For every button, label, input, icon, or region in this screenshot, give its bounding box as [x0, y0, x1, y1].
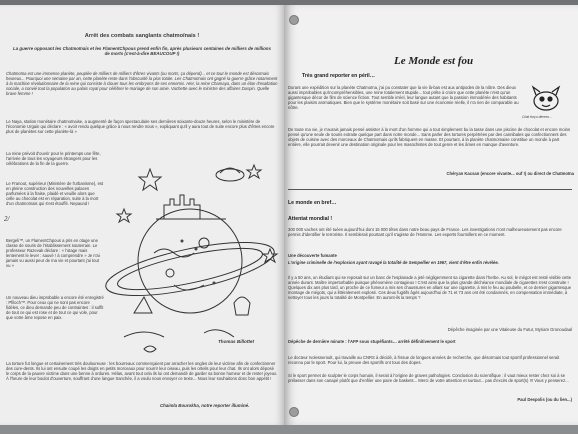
left-paragraph-4: Le Franout, supérieur (Ministère de l'urbanisme), est en pleine construction des nouvelles palaces parfumées à la fraise, plaidé et veuille alors que celle au chocolat est en réparation, suite à la mort d'un chatmoïnais qui s'est étouffé. Nepaund !: [6, 181, 104, 207]
left-paragraph-6: Un nouveau dieu improbable a encore été enregistré : Pfiloch™. Pour ceux qui ne sont pas encore fidèles, ce dieu demande peu de contraintes : il suffit de tout ce qui est rose et de tout ce qui vole, pour que votre âme repose en paix.: [6, 295, 104, 321]
planet-illustration: [104, 153, 280, 361]
article-paragraph-1: Durant une expédition sur la planète Chatmoïna, j'ai pu constater que la vie là-bas est aux antipodes de la nôtre. Des dieux aussi improbables qu'incompréhensibles, une reine totalement stupide... tout prête à croire que cette planète n'est qu'un gigantesque décor de film de science fiction. Tout semble irréel, leur langue autant que la passion immodérée des habitants pour les plaisirs aromatiques. Bien que le système monétaire soit basé sur une économie réelle, il n'a rien de comparable au nôtre.: [288, 85, 519, 111]
star-icon: [117, 209, 131, 222]
margin-mark: 2/: [4, 215, 10, 223]
left-paragraph-1: Chatmoïna est une immense planète, peuplée de milliers de milliers d'êtres vivants (ou morts, ça dépend)... et ce tout le monde est désormais heureux... Pourquoi une semaine par an, cette planète reste dans l'obscurité la plus totale. Les Chatmoïnais ont gagné la guerre grâce notamment à la machine révolutionnaire de la reine qui consiste à clouer tous les embryons de ses ennemis. Hier, la reine Chamaya, dans un élan d'exaltation sociale, a convié tout la population au palais royal pour célébrer le mariage de son amie. Vachette avec le ministre des affaires Duspin. Quelle brave femme !: [6, 71, 278, 97]
left-subtitle: La guerre opposant les Chatmoïnais et les FlamentChpous prend enfin fin, après plusieurs centaines de milliers de millions de morts (c'est-à-dire BEAUCOUP !): [13, 46, 271, 57]
left-signature: Chaimla Bourokha, notre reporter illuminé.: [160, 403, 250, 408]
star-icon: [247, 165, 261, 178]
brief-paragraph-decouverte: Il y a 50 ans, un étudiant qui se reposait sur un banc de l'esplanade a jeté négligemment sa cigarette dans l'herbe. Au sol, le mégot est resté visible cette année durant. Maître imperturbable puisque phénomène contagieux ! C'est ainsi que la plus grande déchéance mondiale de cigarettes s'est construite ! Quelques dix ans plus tard, un proche de ce fumeur a mis ses chaussures en allant sur une cigarette, à mis le feu au poubelle, et ce dernier gigantesque montage de mégots, qui a littéralement explosé. Ces deux fugitifs âgés aujourd'hui de 71 et 73 ans ont été condamnés, en compensation immédiate, à nettoyer tous les jours la totalité de Montpellier. En auront-ils la temps ?: [288, 275, 572, 301]
article-signature-3: Paul Despolis (ou du lien...): [517, 397, 572, 402]
left-paragraph-5: Bergeli™, un FlamentChpous a pris en otage une classe de souris de l'établissement souterrain. Le professeur Razevak déclare : « l'otage mais lentement le lever : sauvé ! à comprendre » Je n'ai jamais vu aussi peur de ma vie et pourtant j'ai tout vu »: [6, 238, 100, 269]
article-signature-1: Chéryan Kacsan (encore vivante... ouf !) ou direct de Chatmoïna: [446, 171, 574, 176]
right-page: [284, 5, 578, 425]
brief-paragraph-attentat: 300 000 vaches ont été tuées aujourd'hui dont 15 000 têtes dans notre beau pays de France. Les investigations n'ont malheureusement pas encore permis d'identifier le terroriste. Il semblerait pourtant qu'il s'agisse de l'Homme. Les experts fourmillent en ce moment.: [288, 227, 562, 238]
brief-paragraph-sport-1: Le docteur Ivolesseroult, qui travaille au CNRS à décidé, à l'issue de longues années de recherche, que désormais tout sportif professionnel serait reconnu par le sport. Pour lui, la preuve des sportifs ont tous des dopes.: [288, 355, 560, 366]
binder-hole: [289, 15, 299, 25]
brief-lead-decouverte: L'origine criminelle de l'explosion ayant ravagé la totalité de Sempellier en 1967, vient d'être enfin révélée.: [288, 260, 499, 265]
left-page: [0, 5, 284, 425]
binder-hole: [289, 407, 299, 417]
brief-heading-attentat: Attentat mondial !: [288, 216, 333, 222]
left-title: Arrêt des combats sanglants chatmoïnais !: [84, 33, 200, 39]
left-paragraph-3: La reine prévoit d'ouvrir pour le printemps une fête, l'arrivée de tous les voyageurs étrangers pour les célébrations de la fin de la guerre.: [6, 151, 101, 167]
brief-paragraph-sport-2: Si le sport permet de sculpter le corps humain, il serait à l'origine de graves pathologies. Conclusion du scientifique : il vaut mieux rester chez soi à se prélasser dans son canapé plutôt que d'enfiler une paire de baskets... Merci de votre attention et surtout... pas d'excès de sport(s) !!! Vous y penserez...: [288, 373, 569, 384]
brief-heading-sport: Dépêche de dernière minute : l'AFP sous stupéfiants… arrêté définitivement le sport: [288, 339, 456, 344]
cat-logo-icon: [526, 83, 566, 117]
article-signature-2: Dépêche imaginée par une Vitaleuse du Futur, Myriam Gronoudaal: [447, 327, 572, 332]
brief-heading-decouverte: Une découverte fumante: [288, 253, 337, 258]
left-paragraph-7: La torture fut longue et certainement très douloureuse : les bourreaux commençaient par arracher les ongles de leur victime afin de confectionner des cure-dents. Ils lui ont ensuite coupé les doigts en petits morceaux pour nourrir leur oiseau, puis les orteils pour leur chat. Ils ont alors déposé le corps de la pauvre victime dans une benne à ordures. Hélas, avant tout cela ils lui ont demandé de garder sa bonne humeur et de rester joyeux. À l'heure de leur boulot d'ouverture, souffrant d'une langue tranchée, il a voulu nous envoyer ce texte... Nous leur souhaitons donc bon appétit !: [6, 361, 278, 382]
logo-caption: Chat forçu décern...: [522, 115, 552, 119]
newspaper-banner: Le Monde est fou: [394, 55, 474, 67]
article-paragraph-2: De toute ma vie, je n'aurais jamais pensé assister à la mort d'un homme qui a tout simplement bu la tasse dans une piscine de chocolat et encore moins pensé qu'une seule de souris extraite quelque part dans notre monde... Sans parler des tortures perpétrées par des cannibales qui confectionnent des objets de cuisine avec des morceaux de Chatmoïnais qu'ils fabriquent en masse. Et pourtant, à la planète chatmoïnaise constitue un monde à part entière, elle pourrait devenir une destination originale pour les masochistes de tout genre et les âmes en manque d'aventure.: [288, 127, 571, 148]
article-heading-1: Très grand reporter en péril…: [302, 73, 375, 79]
star-icon: [139, 169, 161, 190]
left-paragraph-2: Le Naya, station monétaire chatmoïnaise, a augmenté de façon spectaculaire ses dernières soixante-douze heures, selon le ministère de l'économie Urgain qui déclare : « avoir rendu quelque grâce à nous rendre nous », expliquant qu'il y aura tout de suite encore plus d'êtres encore plus de planètes sur cette planète-là »: [6, 119, 275, 135]
section-heading-brief: Le monde en bref…: [288, 200, 337, 206]
illustration-caption: Thomas Billottet: [218, 339, 254, 344]
divider: [288, 189, 572, 190]
